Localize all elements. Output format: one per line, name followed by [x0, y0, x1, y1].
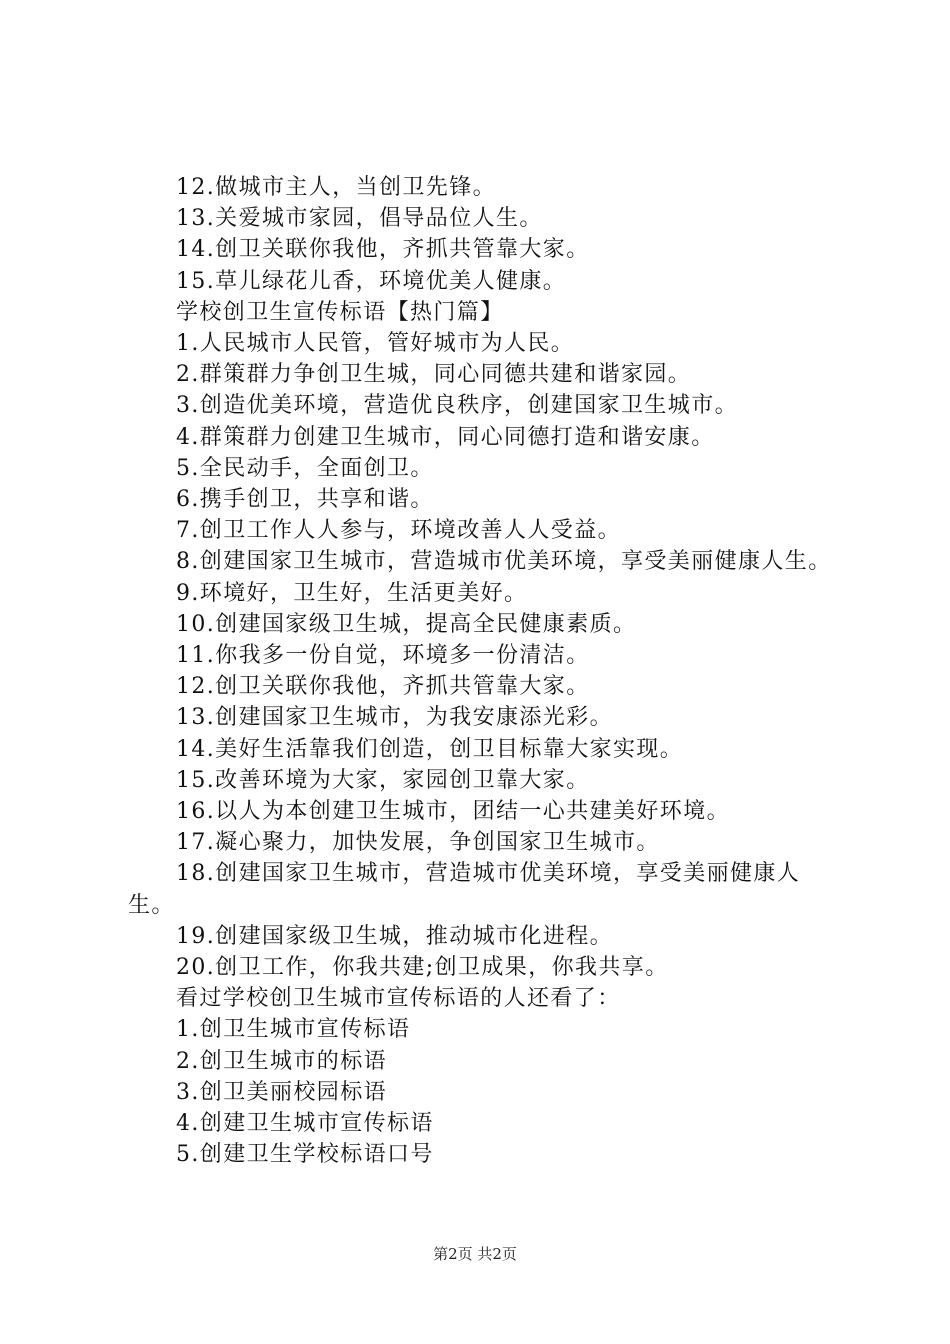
paragraph: 5.全民动手，全面创卫。	[176, 455, 434, 481]
document-body	[128, 172, 840, 1171]
related-item: 1.创卫生城市宣传标语	[176, 1017, 411, 1043]
paragraph: 18.创建国家卫生城市，营造城市优美环境，享受美丽健康人生。	[128, 861, 801, 918]
paragraph: 8.创建国家卫生城市，营造城市优美环境，享受美丽健康人生。	[176, 549, 832, 575]
paragraph: 6.携手创卫，共享和谐。	[176, 487, 434, 513]
paragraph: 19.创建国家级卫生城，推动城市化进程。	[176, 923, 613, 949]
page-number: 第2页 共2页	[433, 1245, 517, 1263]
paragraph: 15.草儿绿花儿香，环境优美人健康。	[176, 268, 567, 294]
paragraph: 13.关爱城市家园，倡导品位人生。	[176, 206, 543, 232]
paragraph: 2.群策群力争创卫生城，同心同德共建和谐家园。	[176, 362, 692, 388]
section-heading: 看过学校创卫生城市宣传标语的人还看了：	[176, 986, 621, 1012]
page-footer	[0, 1244, 950, 1264]
paragraph: 11.你我多一份自觉，环境多一份清洁。	[176, 643, 590, 669]
related-item: 4.创建卫生城市宣传标语	[176, 1111, 434, 1137]
paragraph: 20.创卫工作，你我共建;创卫成果，你我共享。	[176, 955, 669, 981]
paragraph: 4.群策群力创建卫生城市，同心同德打造和谐安康。	[176, 424, 715, 450]
paragraph: 13.创建国家卫生城市，为我安康添光彩。	[176, 705, 613, 731]
paragraph: 12.创卫关联你我他，齐抓共管靠大家。	[176, 674, 590, 700]
section-heading: 学校创卫生宣传标语【热门篇】	[176, 299, 504, 325]
paragraph: 7.创卫工作人人参与，环境改善人人受益。	[176, 518, 621, 544]
paragraph: 14.美好生活靠我们创造，创卫目标靠大家实现。	[176, 736, 684, 762]
related-item: 2.创卫生城市的标语	[176, 1048, 387, 1074]
related-item: 5.创建卫生学校标语口号	[176, 1142, 434, 1168]
paragraph: 15.改善环境为大家，家园创卫靠大家。	[176, 767, 590, 793]
paragraph: 16.以人为本创建卫生城市，团结一心共建美好环境。	[176, 799, 730, 825]
paragraph: 10.创建国家级卫生城，提高全民健康素质。	[176, 611, 637, 637]
related-item: 3.创卫美丽校园标语	[176, 1079, 387, 1105]
paragraph: 9.环境好，卫生好，生活更美好。	[176, 580, 528, 606]
paragraph: 1.人民城市人民管，管好城市为人民。	[176, 331, 575, 357]
paragraph: 14.创卫关联你我他，齐抓共管靠大家。	[176, 237, 590, 263]
paragraph: 12.做城市主人，当创卫先锋。	[176, 175, 496, 200]
paragraph: 17.凝心聚力，加快发展，争创国家卫生城市。	[176, 830, 660, 856]
paragraph: 3.创造优美环境，营造优良秩序，创建国家卫生城市。	[176, 393, 738, 419]
